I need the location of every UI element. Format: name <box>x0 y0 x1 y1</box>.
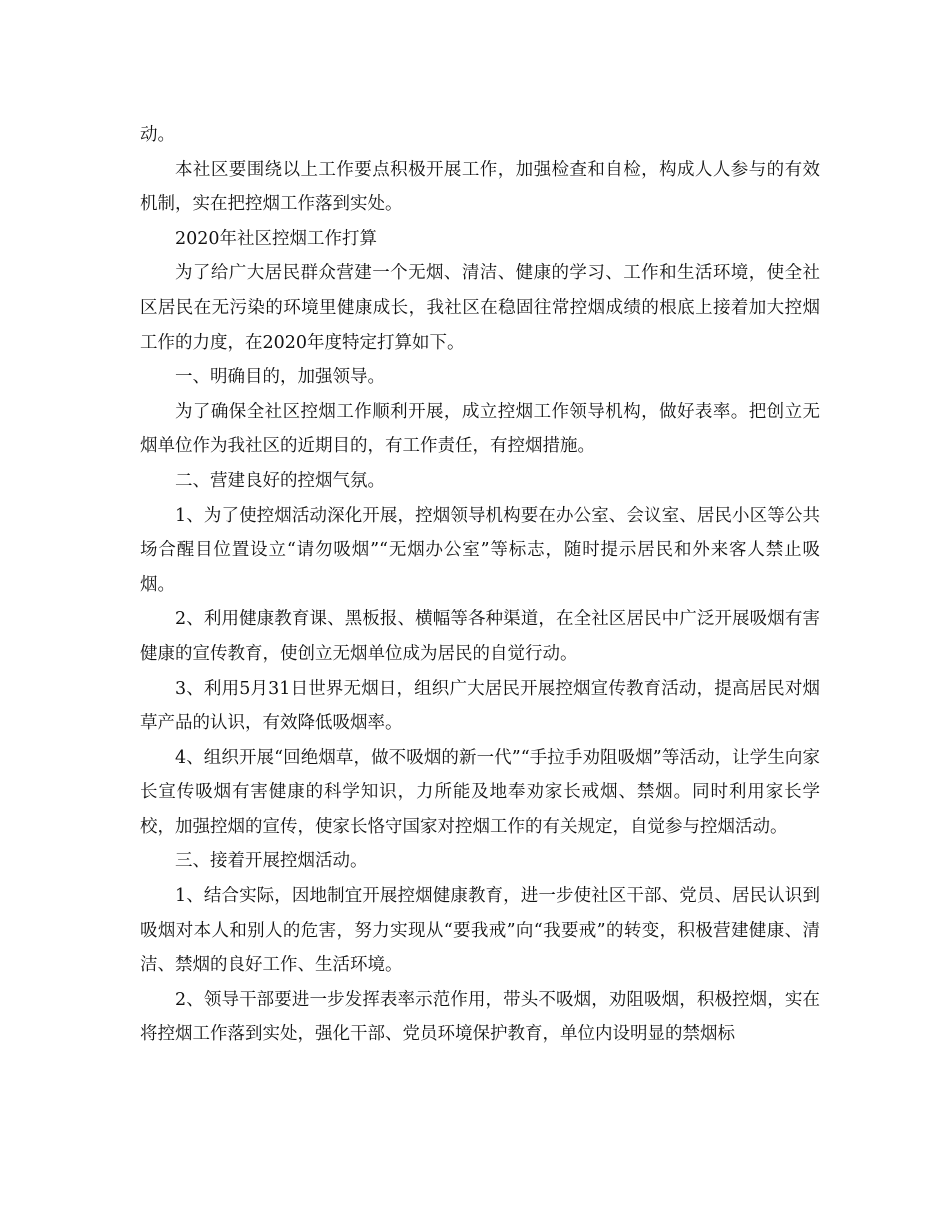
list-item-no-tobacco-day: 3、利用5月31日世界无烟日，组织广大居民开展控烟宣传教育活动，提高居民对烟草产品的认识，有效降低吸烟率。 <box>140 678 820 734</box>
heading-one: 一、明确目的，加强领导。 <box>175 367 385 388</box>
list-item-activities: 4、组织开展“回绝烟草，做不吸烟的新一代”“手拉手劝阻吸烟”等活动，让学生向家长宣传吸烟有害健康的科学知识，力所能及地奉劝家长戒烟、禁烟。同时利用家长学校，加强控烟的宣传，使家长恪守国家对控烟工作的有关规定，自觉参与控烟活动。 <box>140 747 820 837</box>
list-item-health-education: 1、结合实际，因地制宜开展控烟健康教育，进一步使社区干部、党员、居民认识到吸烟对本人和别人的危害，努力实现从“要我戒”向“我要戒”的转变，积极营建健康、清洁、禁烟的良好工作、生活环境。 <box>140 886 820 976</box>
heading-three: 三、接着开展控烟活动。 <box>175 851 368 872</box>
document-body <box>140 118 820 1052</box>
paragraph-goal: 为了确保全社区控烟工作顺利开展，成立控烟工作领导机构，做好表率。把创立无烟单位作为我社区的近期目的，有工作责任，有控烟措施。 <box>140 401 820 457</box>
list-item-leadership: 2、领导干部要进一步发挥表率示范作用，带头不吸烟，劝阻吸烟，积极控烟，实在将控烟工作落到实处，强化干部、党员环境保护教育，单位内设明显的禁烟标 <box>140 989 820 1045</box>
section-title: 2020年社区控烟工作打算 <box>175 228 378 249</box>
heading-two: 二、营建良好的控烟气氛。 <box>175 470 385 491</box>
list-item-signs: 1、为了使控烟活动深化开展，控烟领导机构要在办公室、会议室、居民小区等公共场合醒目位置设立“请勿吸烟”“无烟办公室”等标志，随时提示居民和外来客人禁止吸烟。 <box>140 505 820 595</box>
list-item-channels: 2、利用健康教育课、黑板报、横幅等各种渠道，在全社区居民中广泛开展吸烟有害健康的宣传教育，使创立无烟单位成为居民的自觉行动。 <box>140 609 820 664</box>
paragraph-continuation: 动。 <box>140 125 175 145</box>
paragraph-summary: 本社区要围绕以上工作要点积极开展工作，加强检查和自检，构成人人参与的有效机制，实在把控烟工作落到实处。 <box>140 159 820 215</box>
paragraph-intro: 为了给广大居民群众营建一个无烟、清洁、健康的学习、工作和生活环境，使全社区居民在无污染的环境里健康成长，我社区在稳固往常控烟成绩的根底上接着加大控烟工作的力度，在2020年度特定打算如下。 <box>140 263 820 353</box>
